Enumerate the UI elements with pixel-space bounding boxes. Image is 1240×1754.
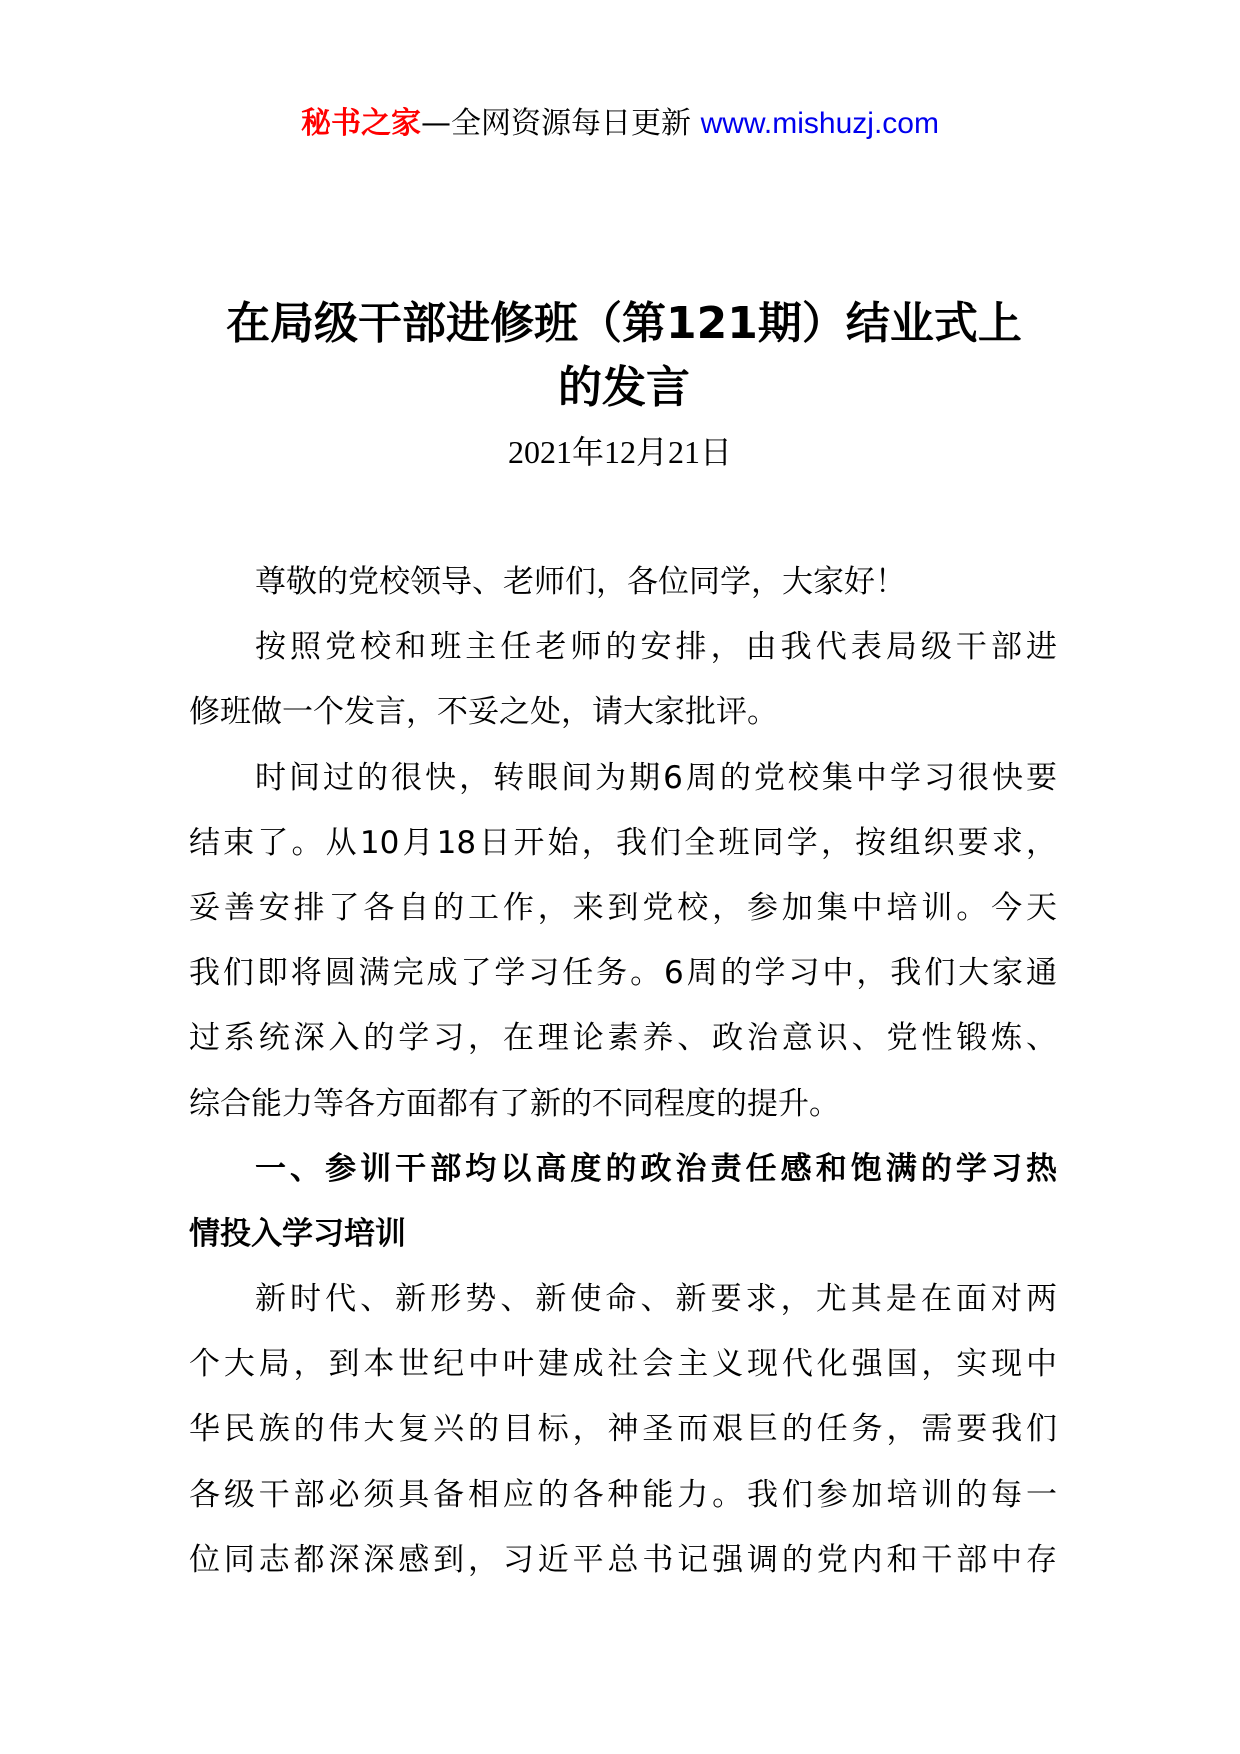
body-text-line: 妥善安排了各自的工作，来到党校，参加集中培训。今天 <box>189 889 1057 926</box>
section-heading-line: 情投入学习培训 <box>189 1215 406 1252</box>
site-link[interactable]: www.mishuzj.com <box>700 107 939 140</box>
body-text-line: 尊敬的党校领导、老师们，各位同学，大家好！ <box>255 564 906 600</box>
section-heading-line: 一、参训干部均以高度的政治责任感和饱满的学习热 <box>255 1150 1057 1187</box>
body-text-line: 按照党校和班主任老师的安排，由我代表局级干部进 <box>255 629 1057 666</box>
title-line-1: 在局级干部进修班（第121期）结业式上 <box>226 298 1022 349</box>
brand-name: 秘书之家 <box>301 106 422 141</box>
body-text-line: 修班做一个发言，不妥之处，请大家批评。 <box>189 694 778 731</box>
site-banner <box>0 100 1240 148</box>
body-text-line: 我们即将圆满完成了学习任务。6周的学习中，我们大家通 <box>189 955 1057 992</box>
body-text-line: 综合能力等各方面都有了新的不同程度的提升。 <box>189 1085 840 1122</box>
document-title <box>190 292 1058 420</box>
body-text-line: 过系统深入的学习，在理论素养、政治意识、党性锻炼、 <box>189 1020 1057 1057</box>
body-text-line: 个大局，到本世纪中叶建成社会主义现代化强国，实现中 <box>189 1346 1057 1383</box>
banner-tagline: —全网资源每日更新 <box>421 106 701 141</box>
body-text-line: 位同志都深深感到，习近平总书记强调的党内和干部中存 <box>189 1541 1057 1578</box>
body-text-line: 新时代、新形势、新使命、新要求，尤其是在面对两 <box>255 1281 1057 1318</box>
body-text-line: 结束了。从10月18日开始，我们全班同学，按组织要求， <box>189 824 1057 861</box>
body-text-line: 华民族的伟大复兴的目标，神圣而艰巨的任务，需要我们 <box>189 1411 1057 1448</box>
body-text-line: 时间过的很快，转眼间为期6周的党校集中学习很快要 <box>255 759 1057 796</box>
title-line-2: 的发言 <box>558 362 690 413</box>
document-body <box>189 550 1057 1593</box>
body-text-line: 各级干部必须具备相应的各种能力。我们参加培训的每一 <box>189 1476 1057 1513</box>
document-date: 2021年12月21日 <box>507 434 732 470</box>
